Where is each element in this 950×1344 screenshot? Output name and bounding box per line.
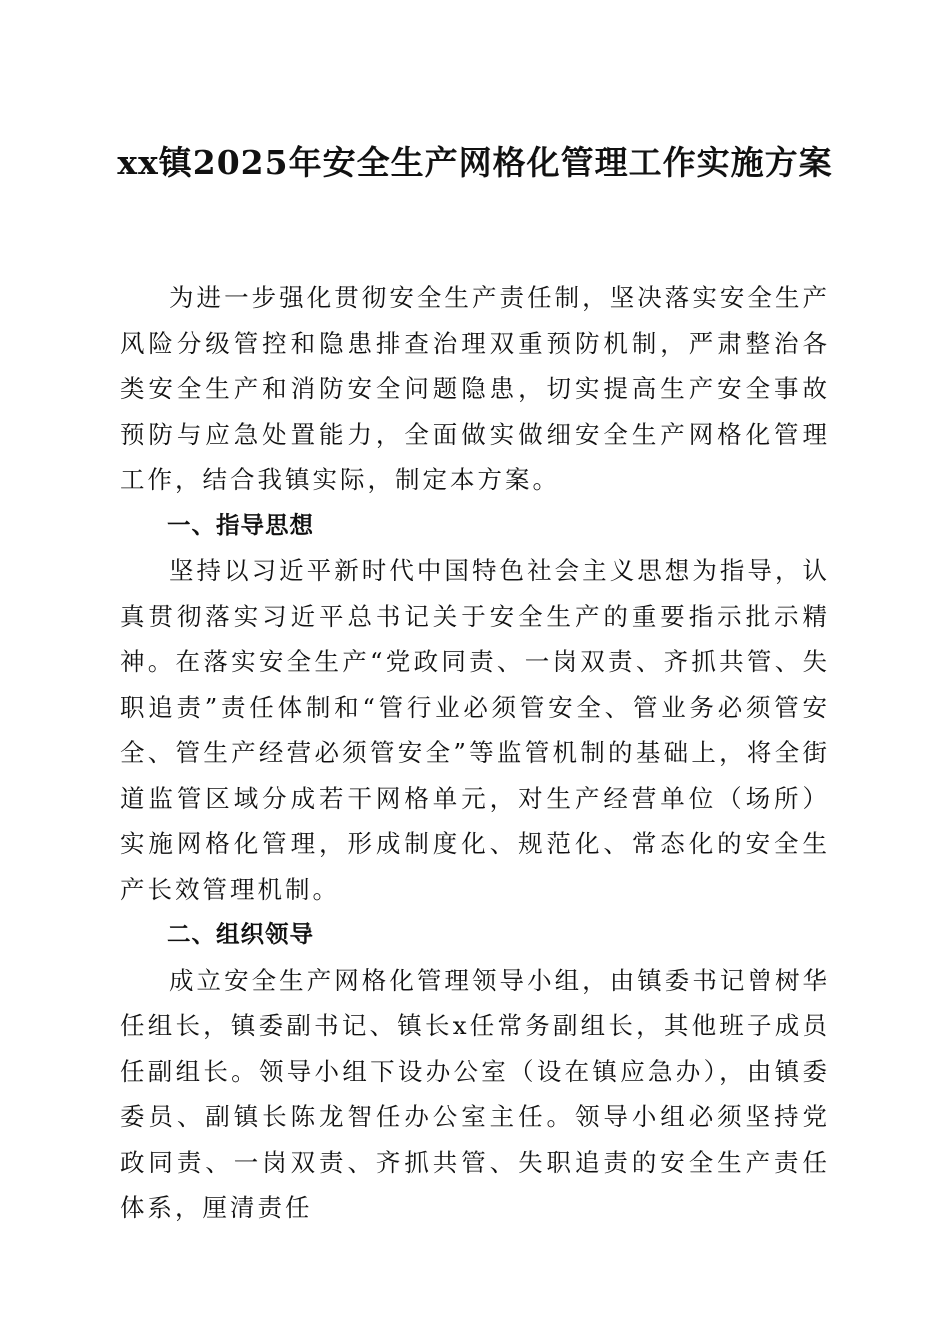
document-title: xx镇2025年安全生产网格化管理工作实施方案 — [117, 143, 833, 182]
section-heading-organization-leadership: 二、组织领导 — [167, 920, 314, 948]
intro-paragraph: 为进一步强化贯彻安全生产责任制，坚决落实安全生产风险分级管控和隐患排查治理双重预防机制，严肃整治各类安全生产和消防安全问题隐患，切实提高生产安全事故预防与应急处置能力，全面做实做细安全生产网格化管理工作，结合我镇实际，制定本方案。 — [120, 283, 830, 494]
section-heading-guiding-ideology: 一、指导思想 — [167, 510, 314, 539]
document-body — [120, 275, 830, 1231]
section-paragraph-guiding-ideology: 坚持以习近平新时代中国特色社会主义思想为指导，认真贯彻落实习近平总书记关于安全生产的重要指示批示精神。在落实安全生产“党政同责、一岗双责、齐抓共管、失职追责”责任体制和“管行业必须管安全、管业务必须管安全、管生产经营必须管安全”等监管机制的基础上，将全街道监管区域分成若干网格单元，对生产经营单位（场所）实施网格化管理，形成制度化、规范化、常态化的安全生产长效管理机制。 — [120, 556, 830, 904]
section-paragraph-organization-leadership: 成立安全生产网格化管理领导小组，由镇委书记曾树华任组长，镇委副书记、镇长x任常务副组长，其他班子成员任副组长。领导小组下设办公室（设在镇应急办），由镇委委员、副镇长陈龙智任办公室主任。领导小组必须坚持党政同责、一岗双责、齐抓共管、失职追责的安全生产责任体系，厘清责任 — [120, 965, 830, 1222]
